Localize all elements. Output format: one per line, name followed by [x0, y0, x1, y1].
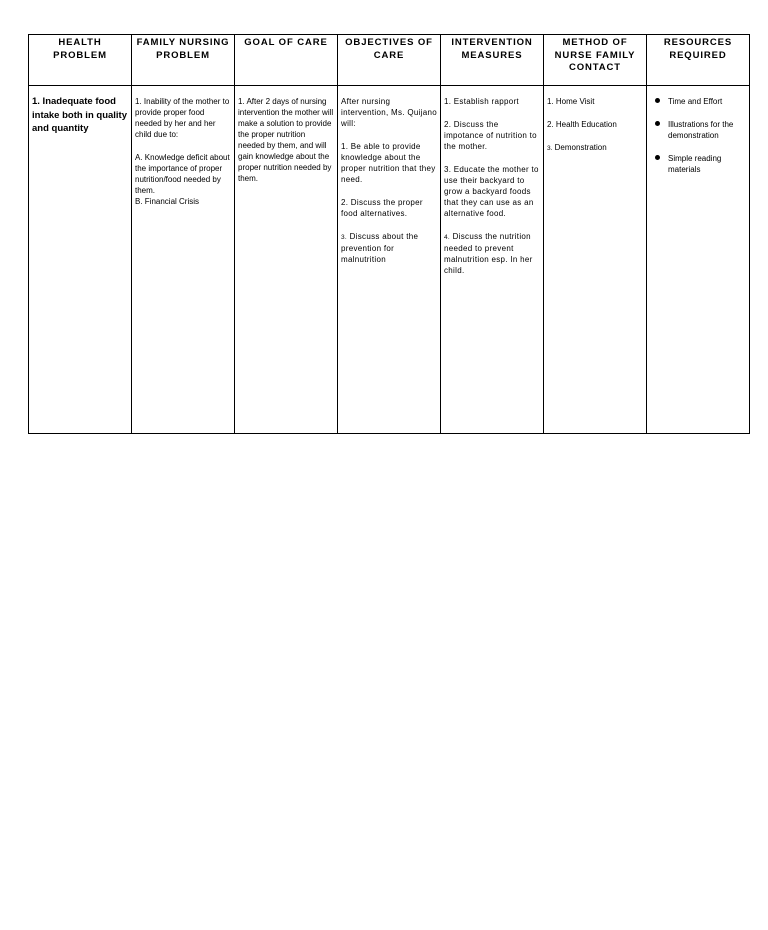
resources-list — [650, 96, 746, 175]
header-intervention-measures: INTERVENTION MEASURES — [441, 35, 544, 86]
intervention-item-4 — [444, 231, 540, 276]
resource-item-text: Illustrations for the demonstration — [668, 120, 734, 140]
bullet-icon — [655, 98, 660, 103]
objective-item-3-number: 3. — [341, 234, 348, 241]
header-method-of-contact: METHOD OF NURSE FAMILY CONTACT — [544, 35, 647, 86]
contact-method-3-text: Demonstration — [554, 143, 607, 152]
contact-method-3-number: 3. — [547, 145, 553, 152]
family-problem-intro: 1. Inability of the mother to provide proper food needed by her and her child due to: — [135, 97, 230, 139]
objectives-intro: After nursing intervention, Ms. Quijano will: — [341, 97, 437, 128]
contact-method-3 — [547, 142, 643, 154]
resources-required-cell — [647, 86, 750, 434]
objective-item-2: 2. Discuss the proper food alternatives. — [341, 198, 423, 218]
nursing-care-plan-table — [28, 34, 750, 434]
objective-item-3 — [341, 231, 437, 265]
header-goal-of-care: GOAL OF CARE — [235, 35, 338, 86]
resource-item-text: Simple reading materials — [668, 154, 722, 174]
header-health-problem: HEALTH PROBLEM — [29, 35, 132, 86]
resource-item — [650, 153, 746, 175]
family-problem-cause-b: B. Financial Crisis — [135, 197, 200, 206]
family-problem-cause-a: A. Knowledge deficit about the importance of proper nutrition/food needed by them. — [135, 153, 230, 195]
resource-item-text: Time and Effort — [668, 97, 723, 106]
goal-of-care-text: 1. After 2 days of nursing intervention the mother will make a solution to provide the proper nutrition needed by them, and will gain knowledge about the proper nutrition needed by them. — [238, 97, 334, 183]
intervention-item-2: 2. Discuss the impotance of nutrition to the mother. — [444, 120, 537, 151]
goal-of-care-cell — [235, 86, 338, 434]
header-row — [29, 35, 750, 86]
method-of-contact-cell — [544, 86, 647, 434]
intervention-measures-cell — [441, 86, 544, 434]
resource-item — [650, 119, 746, 141]
header-resources-required: RESOURCES REQUIRED — [647, 35, 750, 86]
header-objectives-of-care: OBJECTIVES OF CARE — [338, 35, 441, 86]
objective-item-1: 1. Be able to provide knowledge about the proper nutrition that they need. — [341, 142, 436, 184]
contact-method-1: 1. Home Visit — [547, 97, 595, 106]
bullet-icon — [655, 121, 660, 126]
contact-method-2: 2. Health Education — [547, 120, 617, 129]
intervention-item-3: 3. Educate the mother to use their backyard to grow a backyard foods that they can use as an alternative food. — [444, 165, 539, 218]
objectives-of-care-cell — [338, 86, 441, 434]
family-nursing-problem-cell — [132, 86, 235, 434]
intervention-item-1: 1. Establish rapport — [444, 97, 519, 106]
header-family-nursing-problem: FAMILY NURSING PROBLEM — [132, 35, 235, 86]
health-problem-text: 1. Inadequate food intake both in quality and quantity — [32, 96, 128, 134]
intervention-item-4-number: 4. — [444, 234, 451, 241]
objective-item-3-text: Discuss about the prevention for malnutrition — [341, 232, 419, 264]
resource-item — [650, 96, 746, 107]
health-problem-cell — [29, 86, 132, 434]
intervention-item-4-text: Discuss the nutrition needed to prevent malnutrition esp. In her child. — [444, 232, 533, 275]
bullet-icon — [655, 155, 660, 160]
care-plan-row — [29, 86, 750, 434]
